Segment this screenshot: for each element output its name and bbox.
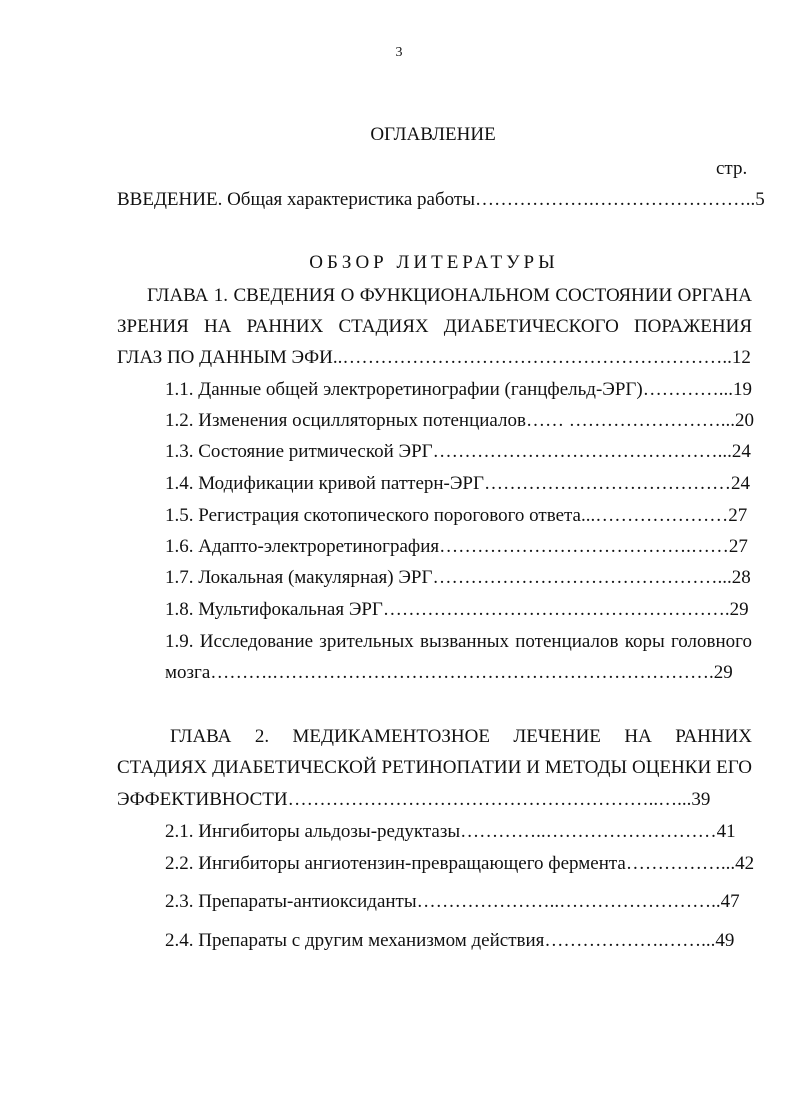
page-number: 3 (395, 45, 403, 60)
chapter-1-line-2: ЗРЕНИЯ НА РАННИХ СТАДИЯХ ДИАБЕТИЧЕСКОГО ПОРАЖЕНИЯ (117, 316, 752, 337)
toc-entry: 2.4. Препараты с другим механизмом действия……………….……...49 (165, 930, 735, 951)
toc-entry: 1.2. Изменения осцилляторных потенциалов…… ……………………...20 (165, 410, 754, 431)
toc-entry: 1.8. Мультифокальная ЭРГ……………………………………………….29 (165, 599, 749, 620)
toc-entry: 2.3. Препараты-антиоксиданты…………………..……………………..47 (165, 891, 740, 912)
chapter-2-line-3: ЭФФЕКТИВНОСТИ…………………………………………………..…...39 (117, 789, 711, 810)
chapter-2-line-2: СТАДИЯХ ДИАБЕТИЧЕСКОЙ РЕТИНОПАТИИ И МЕТОДЫ ОЦЕНКИ ЕГО (117, 757, 752, 778)
toc-entry-line-1: 1.9. Исследование зрительных вызванных потенциалов коры головного (165, 631, 752, 652)
toc-entry: 1.1. Данные общей электроретинографии (ганцфельд-ЭРГ)…………...19 (165, 379, 752, 400)
toc-entry-line-2: мозга……….…………………………………………………………….29 (165, 662, 733, 683)
page-column-label: стр. (716, 158, 748, 179)
toc-entry: 1.3. Состояние ритмической ЭРГ………………………………………...24 (165, 441, 751, 462)
toc-entry: 2.1. Ингибиторы альдозы-редуктазы…………..………………………41 (165, 821, 736, 842)
section-heading: ОБЗОР ЛИТЕРАТУРЫ (309, 252, 559, 273)
chapter-2-line-1: ГЛАВА 2. МЕДИКАМЕНТОЗНОЕ ЛЕЧЕНИЕ НА РАННИХ (170, 726, 752, 747)
toc-entry: 1.7. Локальная (макулярная) ЭРГ………………………………………...28 (165, 567, 751, 588)
toc-entry: 2.2. Ингибиторы ангиотензин-превращающего фермента……………...42 (165, 853, 755, 874)
chapter-1-line-1: ГЛАВА 1. СВЕДЕНИЯ О ФУНКЦИОНАЛЬНОМ СОСТОЯНИИ ОРГАНА (147, 285, 752, 306)
toc-title: ОГЛАВЛЕНИЕ (370, 124, 496, 145)
toc-entry: 1.5. Регистрация скотопического порогового ответа...…………………27 (165, 505, 748, 526)
chapter-1-line-3: ГЛАЗ ПО ДАННЫМ ЭФИ..……………………………………………………..12 (117, 347, 751, 368)
toc-entry: 1.4. Модификации кривой паттерн-ЭРГ…………………………………24 (165, 473, 750, 494)
toc-entry: 1.6. Адапто-электроретинография………………………………….……27 (165, 536, 748, 557)
toc-entry-intro: ВВЕДЕНИЕ. Общая характеристика работы……………….……………………..5 (117, 189, 765, 210)
